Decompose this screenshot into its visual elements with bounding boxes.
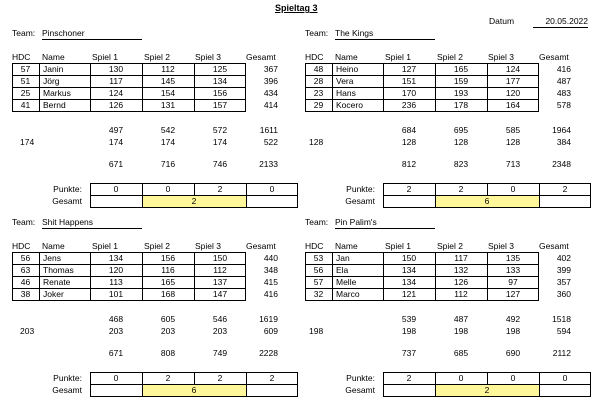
punkte-label: Punkte:: [346, 184, 375, 194]
sum-row-spiel3: 585: [505, 125, 521, 135]
sum-row-spiel3: 572: [212, 125, 228, 135]
player-spiel2: 159: [453, 76, 469, 86]
player-name: Kocero: [336, 100, 363, 110]
player-spiel3: 127: [505, 289, 521, 299]
punkte-value: 0: [113, 373, 119, 383]
player-spiel3: 135: [505, 253, 521, 263]
player-spiel1: 124: [108, 88, 124, 98]
player-spiel2: 165: [453, 64, 469, 74]
final-row-total: 2348: [552, 159, 571, 169]
gesamt-value: 2: [484, 385, 490, 395]
player-spiel2: 193: [453, 88, 469, 98]
final-row-spiel2: 823: [453, 159, 469, 169]
player-total: 367: [263, 64, 278, 74]
col-header-spiel3: Spiel 3: [195, 52, 221, 62]
punkte-value: 2: [562, 184, 568, 194]
player-hdc: 46: [20, 277, 31, 287]
gesamt-divider: [539, 384, 540, 397]
player-name: Hans: [336, 88, 356, 98]
player-hdc: 28: [313, 76, 324, 86]
punkte-value: 2: [406, 373, 412, 383]
sum-row-total: 1611: [259, 125, 278, 135]
final-row-total: 2133: [259, 159, 278, 169]
player-hdc: 56: [20, 253, 31, 263]
hdc-row-total: 594: [556, 326, 571, 336]
team-label: Team:: [305, 28, 329, 38]
player-name: Bernd: [43, 100, 66, 110]
sum-row-spiel3: 492: [505, 314, 521, 324]
player-spiel1: 127: [401, 64, 417, 74]
team-name: Pin Palim's: [335, 217, 435, 229]
col-header-spiel2: Spiel 2: [144, 52, 170, 62]
sum-row-total: 1518: [552, 314, 571, 324]
player-name: Vera: [336, 76, 354, 86]
player-total: 402: [556, 253, 571, 263]
team-label: Team:: [12, 28, 36, 38]
player-spiel2: 168: [160, 289, 176, 299]
player-total: 396: [263, 76, 278, 86]
player-total: 487: [556, 76, 571, 86]
col-header-gesamt: Gesamt: [539, 52, 569, 62]
player-spiel1: 134: [108, 253, 124, 263]
col-header-spiel1: Spiel 1: [92, 241, 118, 251]
hdc-row-total: 609: [263, 326, 278, 336]
player-spiel1: 120: [108, 265, 124, 275]
player-spiel1: 151: [401, 76, 417, 86]
final-row-spiel3: 749: [212, 348, 228, 358]
player-spiel3: 157: [212, 100, 228, 110]
player-hdc: 38: [20, 289, 31, 299]
final-row-spiel1: 737: [401, 348, 417, 358]
punkte-value: 2: [217, 373, 223, 383]
player-total: 440: [263, 253, 278, 263]
punkte-label: Punkte:: [53, 373, 82, 383]
sum-row-spiel1: 497: [108, 125, 124, 135]
player-hdc: 56: [313, 265, 324, 275]
sum-row-spiel3: 546: [212, 314, 228, 324]
hdc-row-spiel2: 128: [453, 137, 469, 147]
player-name: Marco: [336, 289, 360, 299]
gesamt-label: Gesamt: [52, 385, 82, 395]
player-spiel1: 236: [401, 100, 417, 110]
player-spiel3: 164: [505, 100, 521, 110]
player-spiel1: 117: [109, 76, 123, 86]
player-spiel1: 150: [401, 253, 417, 263]
player-total: 414: [263, 100, 278, 110]
player-hdc: 41: [20, 100, 31, 110]
player-name: Markus: [43, 88, 71, 98]
player-spiel2: 131: [160, 100, 176, 110]
col-header-spiel3: Spiel 3: [195, 241, 221, 251]
player-spiel2: 178: [453, 100, 469, 110]
hdc-total: 198: [309, 326, 324, 336]
player-spiel3: 112: [213, 265, 227, 275]
sum-row-total: 1964: [552, 125, 571, 135]
team-panel: [305, 189, 595, 399]
col-header-name: Name: [335, 52, 358, 62]
sum-row-spiel1: 468: [108, 314, 124, 324]
player-total: 399: [556, 265, 571, 275]
hdc-row-spiel2: 174: [160, 137, 176, 147]
player-spiel2: 112: [161, 64, 175, 74]
hdc-row-spiel2: 198: [453, 326, 469, 336]
team-label: Team:: [12, 217, 36, 227]
player-spiel2: 117: [454, 253, 468, 263]
punkte-value: 0: [562, 373, 568, 383]
punkte-value: 2: [217, 184, 223, 194]
hdc-row-total: 384: [556, 137, 571, 147]
col-header-name: Name: [42, 241, 65, 251]
sum-row-spiel2: 605: [160, 314, 176, 324]
player-spiel1: 101: [108, 289, 124, 299]
col-header-spiel2: Spiel 2: [144, 241, 170, 251]
final-row-spiel3: 713: [505, 159, 521, 169]
player-spiel2: 145: [160, 76, 176, 86]
player-hdc: 48: [313, 64, 324, 74]
col-header-gesamt: Gesamt: [246, 52, 276, 62]
team-name: Pinschoner: [42, 28, 142, 40]
gesamt-label: Gesamt: [345, 196, 375, 206]
final-row-spiel2: 685: [453, 348, 469, 358]
player-total: 357: [556, 277, 571, 287]
hdc-row-spiel1: 174: [108, 137, 124, 147]
final-row-spiel3: 746: [212, 159, 228, 169]
player-name: Jörg: [43, 76, 60, 86]
hdc-row-spiel1: 128: [401, 137, 417, 147]
hdc-row-spiel1: 203: [108, 326, 124, 336]
punkte-label: Punkte:: [346, 373, 375, 383]
punkte-value: 2: [165, 373, 171, 383]
punkte-value: 2: [458, 184, 464, 194]
player-total: 434: [263, 88, 278, 98]
col-header-name: Name: [335, 241, 358, 251]
col-header-spiel1: Spiel 1: [385, 52, 411, 62]
player-hdc: 53: [313, 253, 324, 263]
team-name: Shit Happens: [42, 217, 142, 229]
hdc-row-spiel2: 203: [160, 326, 176, 336]
player-spiel2: 154: [160, 88, 176, 98]
final-row-spiel2: 808: [160, 348, 176, 358]
team-name: The Kings: [335, 28, 435, 40]
sum-row-spiel2: 487: [453, 314, 469, 324]
player-spiel1: 113: [109, 277, 123, 287]
final-row-total: 2228: [259, 348, 278, 358]
hdc-row-spiel1: 198: [401, 326, 417, 336]
gesamt-label: Gesamt: [52, 196, 82, 206]
col-header-hdc: HDC: [305, 241, 324, 251]
player-spiel3: 133: [505, 265, 521, 275]
player-spiel3: 156: [212, 88, 228, 98]
final-row-spiel1: 812: [401, 159, 417, 169]
col-header-gesamt: Gesamt: [539, 241, 569, 251]
player-spiel1: 134: [401, 265, 417, 275]
sum-row-spiel1: 684: [401, 125, 417, 135]
gesamt-divider: [246, 384, 247, 397]
punkte-value: 0: [165, 184, 171, 194]
col-header-gesamt: Gesamt: [246, 241, 276, 251]
gesamt-value: 6: [484, 196, 490, 206]
player-spiel1: 121: [401, 289, 417, 299]
player-total: 416: [263, 289, 278, 299]
player-spiel2: 112: [454, 289, 468, 299]
col-header-spiel1: Spiel 1: [92, 52, 118, 62]
col-header-hdc: HDC: [12, 52, 31, 62]
final-row-spiel3: 690: [505, 348, 521, 358]
player-name: Janin: [43, 64, 64, 74]
player-total: 415: [263, 277, 278, 287]
col-header-spiel3: Spiel 3: [488, 52, 514, 62]
punkte-value: 0: [510, 373, 516, 383]
punkte-label: Punkte:: [53, 184, 82, 194]
final-row-spiel2: 716: [160, 159, 176, 169]
col-header-spiel1: Spiel 1: [385, 241, 411, 251]
datum-value: 20.05.2022: [533, 16, 588, 28]
player-spiel3: 125: [212, 64, 228, 74]
final-row-total: 2112: [552, 348, 571, 358]
player-spiel2: 126: [453, 277, 469, 287]
team-panel: [305, 0, 595, 210]
player-spiel2: 132: [453, 265, 469, 275]
final-row-spiel1: 671: [108, 159, 124, 169]
sum-row-spiel2: 695: [453, 125, 469, 135]
team-panel: [12, 189, 302, 399]
player-spiel3: 97: [508, 277, 518, 287]
punkte-value: 0: [510, 184, 516, 194]
player-name: Jens: [43, 253, 61, 263]
punkte-value: 0: [113, 184, 119, 194]
player-hdc: 51: [20, 76, 31, 86]
col-header-hdc: HDC: [305, 52, 324, 62]
hdc-row-total: 522: [263, 137, 278, 147]
page-title: Spieltag 3: [275, 3, 318, 13]
player-name: Ela: [336, 265, 349, 275]
player-total: 360: [556, 289, 571, 299]
punkte-value: 0: [458, 373, 464, 383]
player-spiel2: 165: [160, 277, 176, 287]
player-name: Thomas: [43, 265, 74, 275]
gesamt-value: 2: [191, 196, 197, 206]
player-total: 416: [556, 64, 571, 74]
player-hdc: 23: [313, 88, 324, 98]
col-header-spiel2: Spiel 2: [437, 52, 463, 62]
player-spiel1: 126: [108, 100, 124, 110]
player-total: 578: [556, 100, 571, 110]
player-spiel3: 147: [212, 289, 228, 299]
player-spiel3: 124: [505, 64, 521, 74]
hdc-total: 174: [20, 137, 35, 147]
hdc-row-spiel3: 128: [505, 137, 521, 147]
hdc-total: 128: [309, 137, 324, 147]
player-name: Heino: [336, 64, 359, 74]
datum-label: Datum: [489, 16, 515, 26]
hdc-total: 203: [20, 326, 35, 336]
player-name: Melle: [336, 277, 357, 287]
final-row-spiel1: 671: [108, 348, 124, 358]
punkte-value: 0: [269, 184, 275, 194]
player-name: Jan: [336, 253, 350, 263]
player-spiel3: 134: [212, 76, 228, 86]
player-hdc: 57: [313, 277, 324, 287]
player-total: 348: [263, 265, 278, 275]
player-spiel2: 156: [160, 253, 176, 263]
player-name: Joker: [43, 289, 64, 299]
col-header-spiel3: Spiel 3: [488, 241, 514, 251]
player-hdc: 63: [20, 265, 31, 275]
col-header-hdc: HDC: [12, 241, 31, 251]
sum-row-spiel2: 542: [160, 125, 176, 135]
player-spiel3: 177: [505, 76, 521, 86]
player-hdc: 25: [20, 88, 31, 98]
sum-row-total: 1619: [259, 314, 278, 324]
team-panel: [12, 0, 302, 210]
player-spiel3: 137: [212, 277, 228, 287]
punkte-value: 2: [406, 184, 412, 194]
player-spiel1: 170: [401, 88, 417, 98]
player-spiel1: 130: [108, 64, 124, 74]
player-hdc: 32: [313, 289, 324, 299]
sum-row-spiel1: 539: [401, 314, 417, 324]
player-hdc: 29: [313, 100, 324, 110]
col-header-name: Name: [42, 52, 65, 62]
player-spiel2: 116: [161, 265, 175, 275]
hdc-row-spiel3: 203: [212, 326, 228, 336]
player-name: Renate: [43, 277, 71, 287]
player-spiel1: 134: [401, 277, 417, 287]
col-header-spiel2: Spiel 2: [437, 241, 463, 251]
hdc-row-spiel3: 198: [505, 326, 521, 336]
gesamt-value: 6: [191, 385, 197, 395]
player-total: 483: [556, 88, 571, 98]
hdc-row-spiel3: 174: [212, 137, 228, 147]
gesamt-label: Gesamt: [345, 385, 375, 395]
player-spiel3: 150: [212, 253, 228, 263]
player-hdc: 57: [20, 64, 31, 74]
punkte-value: 2: [269, 373, 275, 383]
team-label: Team:: [305, 217, 329, 227]
player-spiel3: 120: [505, 88, 521, 98]
